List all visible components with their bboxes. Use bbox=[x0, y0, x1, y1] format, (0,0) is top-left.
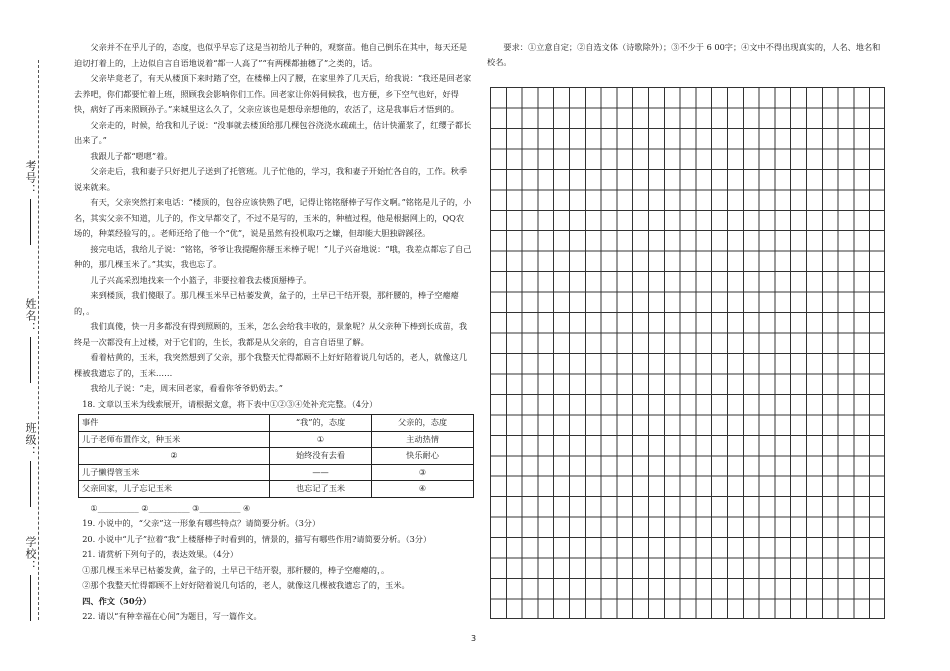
table-cell: ① bbox=[269, 431, 371, 448]
answer-blanks[interactable]: ①__________ ②__________ ③__________ ④ bbox=[90, 502, 251, 513]
table-cell: 父亲回家，儿子忘记玉米 bbox=[79, 481, 270, 498]
passage-paragraph: 儿子兴高采烈地找来一个小篮子，非要拉着我去楼顶掰棒子。 bbox=[90, 274, 312, 285]
class-field[interactable] bbox=[22, 422, 38, 507]
question-21-sentence-2: ②那个我整天忙得都顾不上好好陪着说几句话的，老人，就像这几棵被我遗忘了的，玉米。 bbox=[82, 580, 410, 590]
answer-table bbox=[78, 414, 474, 498]
question-22: 22. 请以“有种幸福在心间”为题目，写一篇作文。 bbox=[82, 611, 262, 621]
composition-writing-grid[interactable] bbox=[490, 87, 885, 619]
passage-paragraph: 来到楼顶，我们傻眼了。那几棵玉米早已枯萎发黄，盆子的，土早已干结开裂，那秆腰的，棒子空瘪瘪的，。 bbox=[74, 290, 459, 316]
section-heading-composition: 四、作文（50分） bbox=[82, 595, 151, 606]
binding-margin bbox=[0, 0, 58, 671]
table-cell: ③ bbox=[372, 464, 474, 481]
table-header-row bbox=[79, 415, 474, 432]
table-cell: 主动热情 bbox=[372, 431, 474, 448]
passage-paragraph: 看着枯黄的，玉米，我突然想到了父亲，那个我整天忙得都顾不上好好陪着说几句话的，老人，就像这几棵被我遗忘了的，玉米…… bbox=[74, 352, 468, 378]
table-row bbox=[79, 431, 474, 448]
passage-paragraph: 父亲走的，时候，给我和儿子说：“没事就去楼顶给那几棵包谷浇浇水疏疏土，估计快灌浆了，红缨子都长出来了。” bbox=[74, 119, 472, 145]
composition-section bbox=[487, 40, 887, 69]
passage-paragraph: 父亲并不在乎儿子的，态度，也似乎早忘了这是当初给儿子种的，观察苗。他自己倒乐在其中，每天还是迫切打着上的，上边似自言自语地说着“都一人高了”“有两棵都抽穗了”之类的，话。 bbox=[74, 42, 468, 68]
exam-number-label: 考号： bbox=[24, 160, 37, 196]
table-cell: 始终没有去看 bbox=[269, 448, 371, 465]
table-cell: 快乐耐心 bbox=[372, 448, 474, 465]
passage-paragraph: 我跟儿子都“嗯嗯”着。 bbox=[90, 150, 173, 161]
passage-paragraph: 父亲走后，我和妻子只好把儿子送到了托管班。儿子忙他的，学习，我和妻子开始忙各自的，工作。秋季说来就来。 bbox=[74, 166, 468, 192]
table-row bbox=[79, 464, 474, 481]
school-label: 学校： bbox=[24, 536, 37, 572]
page-number: 3 bbox=[471, 634, 477, 643]
passage-paragraph: 我们真傻，快一月多都没有得到照顾的，玉米，怎么会给我丰收的，景象呢？从父亲种下棒到长成苗，我终是一次都没有上过楼，对于它们的，生长，我都是从父亲的，自言自语里了解。 bbox=[74, 321, 468, 347]
table-cell: 儿子老师布置作文，种玉米 bbox=[79, 431, 270, 448]
table-header: “我”的，态度 bbox=[269, 415, 371, 432]
table-cell: ② bbox=[79, 448, 270, 465]
passage-paragraph: 有天，父亲突然打来电话：“楼顶的，包谷应该快熟了吧，记得让铭铭掰棒子写作文啊。”铭铭是儿子的，小名，其实父亲不知道，儿子的，作文早都交了，不过不是写的，玉米的，种植过程，他是根据网上的，QQ农场的，种菜经验写的，。老师还给了他一个“优”，说是虽然有投机取巧之嫌，但却能大胆独辟蹊径。 bbox=[74, 197, 472, 238]
binding-dashed-line bbox=[38, 60, 39, 620]
table-cell: ④ bbox=[372, 481, 474, 498]
table-cell: 儿子懒得管玉米 bbox=[79, 464, 270, 481]
school-field[interactable] bbox=[22, 536, 38, 621]
table-cell: —— bbox=[269, 464, 371, 481]
class-label: 班级： bbox=[24, 422, 37, 458]
table-header: 事件 bbox=[79, 415, 270, 432]
table-row bbox=[79, 481, 474, 498]
question-18: 18. 文章以玉米为线索展开，请根据文意，将下表中①②③④处补充完整。（4分） bbox=[82, 398, 378, 409]
question-19: 19. 小说中的，“父亲”这一形象有哪些特点？请简要分析。（3分） bbox=[82, 518, 321, 528]
passage-paragraph: 父亲毕竟老了，有天从楼顶下来时踏了空，在楼梯上闪了腰，在家里养了几天后，给我说：“我还是回老家去养吧，你们都要忙着上班，照顾我会影响你们工作。回老家让你妈伺候我，也方便，乡下空气也好，好得快，病好了再来照顾孙子。”来城里这么久了，父亲应该也是想母亲想他的，农活了，这是我事后才悟到的。 bbox=[74, 73, 472, 114]
reading-section bbox=[74, 40, 472, 625]
passage-paragraph: 接完电话，我给儿子说：“铭铭，爷爷让我提醒你掰玉米棒子呢！”儿子兴奋地说：“哦，我差点都忘了自己种的，那几棵玉米了。”其实，我也忘了。 bbox=[74, 243, 472, 269]
exam-number-field[interactable] bbox=[22, 160, 38, 245]
question-20: 20. 小说中“儿子”拉着“我”上楼掰棒子时看到的，情景的，描写有哪些作用?请简要分析。（3分） bbox=[82, 533, 432, 544]
table-header: 父亲的，态度 bbox=[372, 415, 474, 432]
question-21-sentence-1: ①那几棵玉米早已枯萎发黄，盆子的，土早已干结开裂，那秆腰的，棒子空瘪瘪的，。 bbox=[82, 564, 390, 575]
table-cell: 也忘记了玉米 bbox=[269, 481, 371, 498]
name-label: 姓名： bbox=[24, 298, 37, 334]
question-21: 21. 请赏析下列句子的，表达效果。（4分） bbox=[82, 549, 239, 559]
name-field[interactable] bbox=[22, 298, 38, 383]
composition-requirements: 要求：①立意自定；②自选文体（诗歌除外）；③不少于 6 00字；④文中不得出现真实的，人名、地名和校名。 bbox=[487, 42, 881, 67]
table-row bbox=[79, 448, 474, 465]
passage-paragraph: 我给儿子说：“走，周末回老家，看看你爷爷奶奶去。” bbox=[90, 383, 283, 393]
